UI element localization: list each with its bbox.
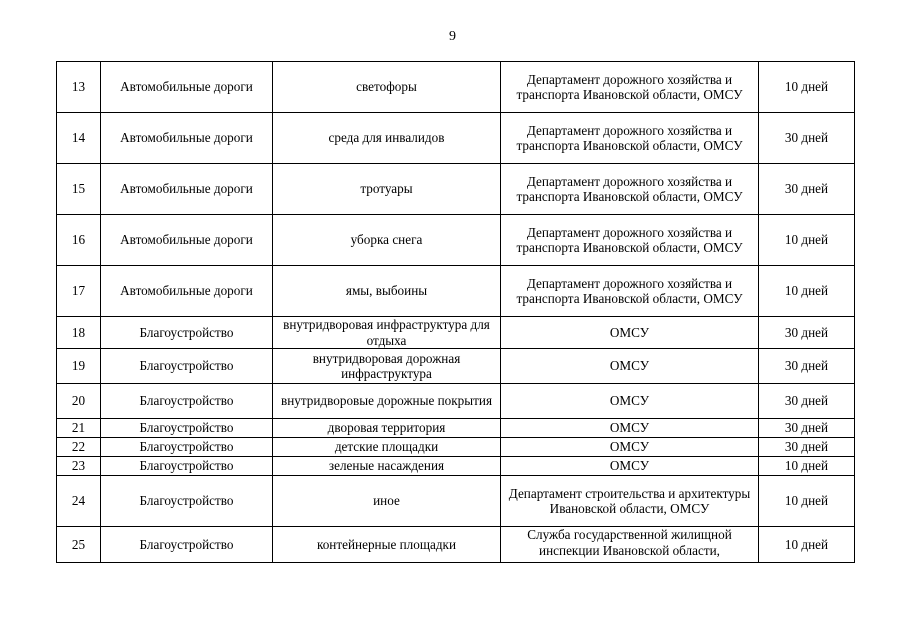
- table-row: [57, 457, 855, 476]
- responsible-cell: Департамент строительства и архитектуры Ивановской области, ОМСУ: [501, 476, 759, 527]
- responsible-cell: ОМСУ: [501, 419, 759, 438]
- responsible-cell: ОМСУ: [501, 317, 759, 349]
- row-number: 13: [57, 62, 101, 113]
- subject-cell: дворовая территория: [273, 419, 501, 438]
- row-number: 21: [57, 419, 101, 438]
- page-number: 9: [449, 29, 456, 44]
- subject-cell: внутридворовые дорожные покрытия: [273, 384, 501, 419]
- table-row: [57, 164, 855, 215]
- term-cell: 10 дней: [759, 266, 855, 317]
- category-cell: Благоустройство: [101, 476, 273, 527]
- category-cell: Автомобильные дороги: [101, 113, 273, 164]
- category-cell: Благоустройство: [101, 384, 273, 419]
- term-cell: 30 дней: [759, 164, 855, 215]
- category-cell: Автомобильные дороги: [101, 164, 273, 215]
- subject-cell: внутридворовая дорожная инфраструктура: [273, 349, 501, 384]
- term-cell: 10 дней: [759, 527, 855, 563]
- responsibility-table: [56, 61, 855, 563]
- row-number: 25: [57, 527, 101, 563]
- term-cell: 30 дней: [759, 349, 855, 384]
- table-row: [57, 476, 855, 527]
- table-row: [57, 215, 855, 266]
- category-cell: Благоустройство: [101, 317, 273, 349]
- responsible-cell: Департамент дорожного хозяйства и транспорта Ивановской области, ОМСУ: [501, 164, 759, 215]
- table-row: [57, 317, 855, 349]
- table-row: [57, 113, 855, 164]
- term-cell: 10 дней: [759, 476, 855, 527]
- term-cell: 30 дней: [759, 113, 855, 164]
- responsible-cell: ОМСУ: [501, 349, 759, 384]
- term-cell: 10 дней: [759, 215, 855, 266]
- term-cell: 30 дней: [759, 317, 855, 349]
- subject-cell: контейнерные площадки: [273, 527, 501, 563]
- term-cell: 30 дней: [759, 384, 855, 419]
- table-row: [57, 527, 855, 563]
- table-row: [57, 349, 855, 384]
- category-cell: Благоустройство: [101, 349, 273, 384]
- row-number: 22: [57, 438, 101, 457]
- table-row: [57, 419, 855, 438]
- row-number: 20: [57, 384, 101, 419]
- category-cell: Благоустройство: [101, 419, 273, 438]
- term-cell: 10 дней: [759, 457, 855, 476]
- subject-cell: среда для инвалидов: [273, 113, 501, 164]
- responsible-cell: Департамент дорожного хозяйства и транспорта Ивановской области, ОМСУ: [501, 266, 759, 317]
- term-cell: 30 дней: [759, 438, 855, 457]
- category-cell: Благоустройство: [101, 438, 273, 457]
- row-number: 16: [57, 215, 101, 266]
- responsible-cell: [501, 527, 759, 563]
- responsible-cell: Департамент дорожного хозяйства и транспорта Ивановской области, ОМСУ: [501, 215, 759, 266]
- responsible-cell: ОМСУ: [501, 457, 759, 476]
- responsible-cell: ОМСУ: [501, 384, 759, 419]
- term-cell: 10 дней: [759, 62, 855, 113]
- table-row: [57, 438, 855, 457]
- row-number: 14: [57, 113, 101, 164]
- responsible-cell: Департамент дорожного хозяйства и транспорта Ивановской области, ОМСУ: [501, 62, 759, 113]
- category-cell: Благоустройство: [101, 527, 273, 563]
- table-row: [57, 266, 855, 317]
- responsible-text: Служба государственной жилищной инспекции Ивановской области,: [527, 527, 732, 558]
- subject-cell: ямы, выбоины: [273, 266, 501, 317]
- row-number: 17: [57, 266, 101, 317]
- row-number: 18: [57, 317, 101, 349]
- table-row: [57, 384, 855, 419]
- row-number: 23: [57, 457, 101, 476]
- responsible-cell: ОМСУ: [501, 438, 759, 457]
- responsible-cell: Департамент дорожного хозяйства и транспорта Ивановской области, ОМСУ: [501, 113, 759, 164]
- table-row: [57, 62, 855, 113]
- subject-cell: внутридворовая инфраструктура для отдыха: [273, 317, 501, 349]
- category-cell: Автомобильные дороги: [101, 62, 273, 113]
- subject-cell: зеленые насаждения: [273, 457, 501, 476]
- row-number: 19: [57, 349, 101, 384]
- row-number: 15: [57, 164, 101, 215]
- row-number: 24: [57, 476, 101, 527]
- category-cell: Автомобильные дороги: [101, 266, 273, 317]
- subject-cell: светофоры: [273, 62, 501, 113]
- category-cell: Автомобильные дороги: [101, 215, 273, 266]
- category-cell: Благоустройство: [101, 457, 273, 476]
- subject-cell: детские площадки: [273, 438, 501, 457]
- term-cell: 30 дней: [759, 419, 855, 438]
- subject-cell: тротуары: [273, 164, 501, 215]
- subject-cell: иное: [273, 476, 501, 527]
- subject-cell: уборка снега: [273, 215, 501, 266]
